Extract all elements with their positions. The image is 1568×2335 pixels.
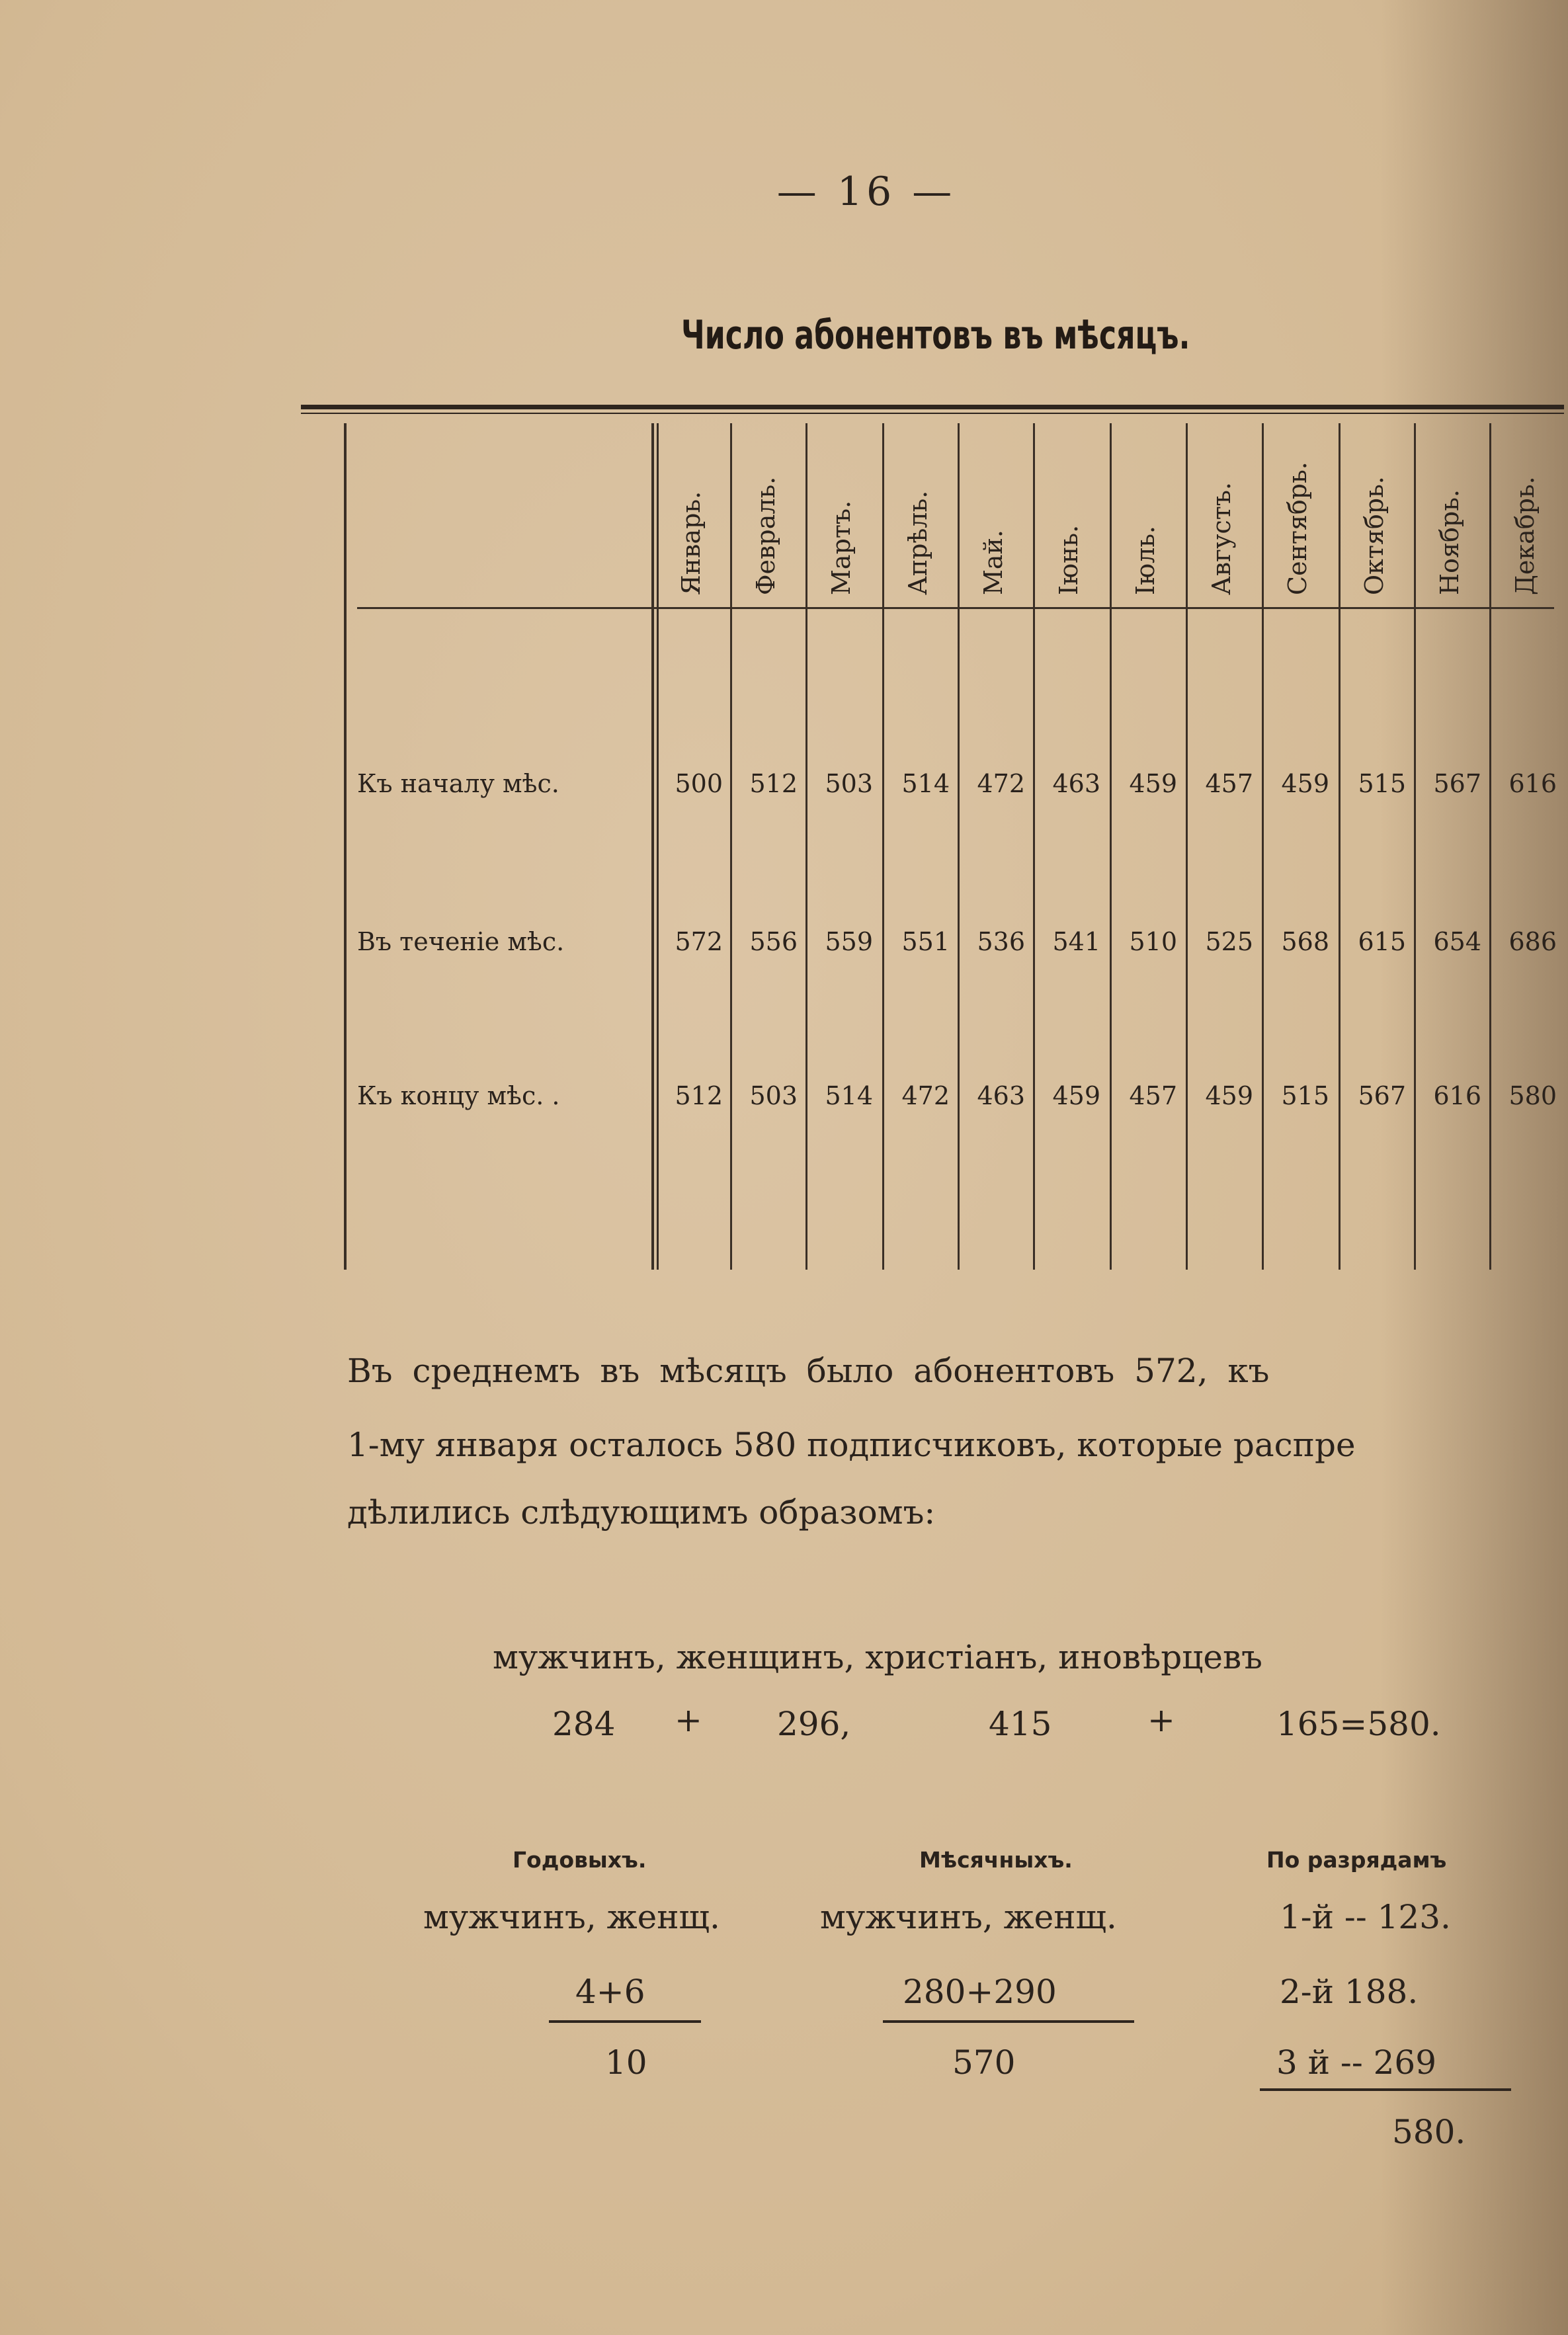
- table-cell: 616: [1508, 769, 1557, 798]
- table-cell: 580: [1508, 1081, 1557, 1110]
- table-cell: 556: [749, 927, 798, 956]
- rank-3: 3 й -- 269: [1276, 2043, 1437, 2082]
- table-cell: 459: [1205, 1081, 1253, 1110]
- table-column-rule: [1339, 423, 1341, 1270]
- table-row-label: Къ концу мѣс. .: [357, 1081, 560, 1110]
- rank-2: 2-й 188.: [1280, 1973, 1419, 2011]
- annual-sum-rule: [549, 2020, 701, 2023]
- table-row-label: Къ началу мѣс.: [357, 769, 559, 798]
- table-cell: 559: [825, 927, 873, 956]
- page: — 16 — Число абонентовъ въ мѣсяцъ. Въ среднемъ въ мѣсяцъ было абонентовъ 572, къ 1-му января осталось 580 подписчиковъ, которые распре дѣлились слѣдующимъ образомъ: мужчинъ, женщинъ, христіанъ, иновѣрцевъ 284 + 296, 415 + 165=580. Годовыхъ. Мѣсячныхъ. По разрядамъ мужчинъ, женщ. мужчинъ, женщ. 1-й -- 123. 4+6 280+290 2-й 188. 10 570 3 й -- 269 580. Январь. Февраль. Мартъ. Апрѣль. Май. Іюнь. Іюль. Августъ. Сентябрь. Октябрь. Ноябрь. Декабрь. Къ началу мѣс. 500 512 503 514 472 463 459 457 459 515 567 616 Въ теченіе мѣс. 572 556 559 551 536 541 510 525 568 615 654 686 Къ концу мѣс. . 512 503 514 472 463 459 457 459 515 567 616 580: [0, 0, 1568, 2335]
- rank-1: 1-й -- 123.: [1280, 1898, 1451, 1936]
- paragraph-line-1: Въ среднемъ въ мѣсяцъ было абонентовъ 572, къ: [347, 1352, 1270, 1390]
- month-header: Январь.: [677, 491, 706, 595]
- table-column-rule: [1262, 423, 1264, 1270]
- monthly-heading: Мѣсячныхъ.: [919, 1847, 1073, 1873]
- table-column-rule: [805, 423, 807, 1270]
- table-cell: 457: [1129, 1081, 1177, 1110]
- table-cell: 457: [1205, 769, 1253, 798]
- page-title: Число абонентовъ въ мѣсяцъ.: [681, 312, 1190, 358]
- table-cell: 515: [1281, 1081, 1329, 1110]
- table-column-rule: [651, 423, 654, 1270]
- ranks-heading: По разрядамъ: [1266, 1847, 1447, 1873]
- table-cell: 514: [825, 1081, 873, 1110]
- table-cell: 459: [1281, 769, 1329, 798]
- table-cell: 686: [1508, 927, 1557, 956]
- breakdown-plus-1: +: [675, 1701, 702, 1739]
- table-cell: 541: [1052, 927, 1100, 956]
- monthly-labels: мужчинъ, женщ.: [820, 1898, 1117, 1936]
- table-top-rule: [301, 405, 1564, 409]
- table-cell: 551: [901, 927, 950, 956]
- month-header: Мартъ.: [827, 500, 856, 595]
- ranks-total-rule: [1260, 2088, 1511, 2091]
- table-cell: 615: [1358, 927, 1406, 956]
- monthly-sum: 280+290: [903, 1973, 1057, 2011]
- month-header: Ноябрь.: [1435, 489, 1464, 595]
- table-cell: 503: [749, 1081, 798, 1110]
- month-header: Декабрь.: [1510, 476, 1540, 595]
- table-cell: 459: [1052, 1081, 1100, 1110]
- breakdown-christians: 415: [989, 1705, 1052, 1743]
- annual-total: 10: [605, 2043, 647, 2082]
- breakdown-men: 284: [552, 1705, 616, 1743]
- table-cell: 503: [825, 769, 873, 798]
- table-column-rule: [1414, 423, 1416, 1270]
- table-cell: 459: [1129, 769, 1177, 798]
- table-column-rule: [1110, 423, 1112, 1270]
- table-cell: 572: [675, 927, 723, 956]
- table-header-rule: [357, 607, 1554, 609]
- table-cell: 500: [675, 769, 723, 798]
- table-cell: 536: [977, 927, 1025, 956]
- table-cell: 525: [1205, 927, 1253, 956]
- table-row-label: Въ теченіе мѣс.: [357, 927, 565, 956]
- month-header: Августъ.: [1207, 482, 1236, 595]
- table-cell: 654: [1433, 927, 1481, 956]
- breakdown-women: 296,: [777, 1705, 851, 1743]
- table-cell: 616: [1433, 1081, 1481, 1110]
- table-cell: 567: [1433, 769, 1481, 798]
- table-column-rule: [958, 423, 960, 1270]
- month-header: Сентябрь.: [1283, 462, 1312, 595]
- table-column-rule: [730, 423, 732, 1270]
- annual-heading: Годовыхъ.: [513, 1847, 647, 1873]
- annual-labels: мужчинъ, женщ.: [423, 1898, 720, 1936]
- table-cell: 568: [1281, 927, 1329, 956]
- table-cell: 510: [1129, 927, 1177, 956]
- table-column-rule: [1489, 423, 1491, 1270]
- annual-sum: 4+6: [575, 1973, 645, 2011]
- month-header: Октябрь.: [1360, 476, 1389, 595]
- table-cell: 512: [675, 1081, 723, 1110]
- paragraph-line-2: 1-му января осталось 580 подписчиковъ, которые распре: [347, 1426, 1356, 1464]
- table-cell: 472: [901, 1081, 950, 1110]
- month-header: Іюнь.: [1054, 524, 1083, 595]
- table-cell: 472: [977, 769, 1025, 798]
- table-cell: 567: [1358, 1081, 1406, 1110]
- breakdown-others: 165=580.: [1276, 1705, 1441, 1743]
- month-header: Февраль.: [751, 476, 780, 595]
- table-column-rule: [344, 423, 347, 1270]
- table-cell: 512: [749, 769, 798, 798]
- month-header: Май.: [979, 530, 1008, 595]
- table-column-rule: [882, 423, 884, 1270]
- monthly-sum-rule: [883, 2020, 1134, 2023]
- breakdown-labels: мужчинъ, женщинъ, христіанъ, иновѣрцевъ: [493, 1638, 1262, 1676]
- breakdown-plus-2: +: [1147, 1701, 1175, 1739]
- table-cell: 514: [901, 769, 950, 798]
- table-cell: 515: [1358, 769, 1406, 798]
- month-header: Апрѣль.: [903, 490, 932, 595]
- table-cell: 463: [977, 1081, 1025, 1110]
- ranks-total: 580.: [1392, 2113, 1466, 2151]
- table-top-rule-thin: [301, 413, 1564, 414]
- month-header: Іюль.: [1131, 525, 1160, 595]
- table-column-rule: [1186, 423, 1188, 1270]
- paragraph-line-3: дѣлились слѣдующимъ образомъ:: [347, 1493, 936, 1532]
- monthly-total: 570: [952, 2043, 1016, 2082]
- table-column-rule: [1033, 423, 1035, 1270]
- table-cell: 463: [1052, 769, 1100, 798]
